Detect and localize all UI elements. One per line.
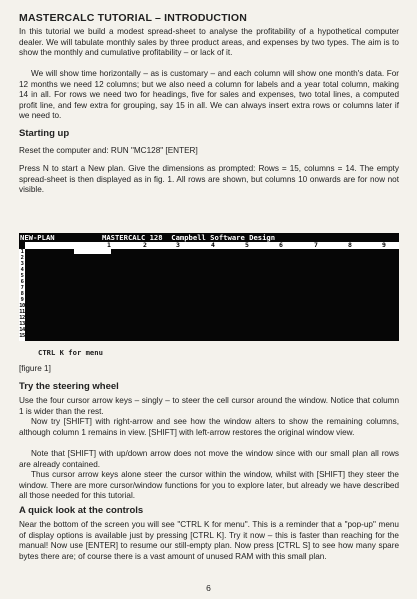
page-number: 6 (206, 583, 211, 593)
row-number: 2 (20, 255, 24, 261)
column-number: 3 (176, 241, 180, 249)
row-number: 8 (20, 291, 24, 297)
reset-instruction: Reset the computer and: RUN "MC128" [ENTER] (19, 146, 198, 155)
row-number: 7 (20, 285, 24, 291)
ctrl-k-menu-hint: CTRL K for menu (38, 348, 103, 357)
row-number: 12 (19, 315, 25, 321)
row-number: 9 (20, 297, 24, 303)
row-number: 1 (20, 249, 24, 255)
starting-paragraph: Press N to start a New plan. Give the dimensions as prompted: Rows = 15, columns = 14. The empty spread-sheet is then displayed as in fig. 1. All rows are shown, but columns 10 onwards are for now not visible. (19, 164, 399, 195)
row-number: 5 (20, 273, 24, 279)
screen-header: MASTERCALC 128 Campbell Software Design (102, 233, 276, 242)
controls-heading: A quick look at the controls (19, 505, 144, 516)
row-number: 14 (19, 327, 25, 333)
controls-paragraph: Near the bottom of the screen you will see "CTRL K for menu". This is a reminder that a "pop-up" menu of display options is available just by pressing [CTRL K]. Try it now – this is faster than reaching for the manual! Now use [ENTER] to resume our still-empty plan. Now press [CTRL S] to see how many spare bytes there are; of course there is a vast amount of unused RAM with this small plan. (19, 520, 399, 561)
row-number: 10 (19, 303, 25, 309)
intro-paragraph-1: In this tutorial we build a modest spread-sheet to analyse the profitability of a hypothetical computer dealer. We will tabulate monthly sales by three product areas, and expenses by two types. The aim is to show the monthly and cumulative profitability – or lack of it. (19, 27, 399, 58)
row-number: 13 (19, 321, 25, 327)
column-number: 4 (211, 241, 215, 249)
column-number: 1 (107, 241, 111, 249)
column-number: 7 (314, 241, 318, 249)
row-number: 11 (19, 309, 25, 315)
row-header-bar (19, 249, 25, 341)
row-number: 4 (20, 267, 24, 273)
cell-cursor (74, 249, 111, 254)
column-number: 2 (143, 241, 147, 249)
plan-label: NEW-PLAN (20, 233, 55, 242)
steering-heading: Try the steering wheel (19, 381, 119, 392)
column-number: 6 (279, 241, 283, 249)
row-number: 3 (20, 261, 24, 267)
steering-paragraph-1: Use the four cursor arrow keys – singly – to steer the cell cursor around the window. Notice that column 1 is wider than the rest. (19, 396, 399, 416)
steering-paragraph-4: Thus cursor arrow keys alone steer the cursor within the window, whilst with [SHIFT] they steer the window. There are more cursor/window functions for you to explore later, but already we have described all those needed for this tutorial. (19, 470, 399, 501)
steering-paragraph-2: Now try [SHIFT] with right-arrow and see how the window alters to show the remaining columns, although column 1 remains in view. [SHIFT] with left-arrow restores the original window view. (19, 417, 399, 437)
starting-up-heading: Starting up (19, 128, 70, 139)
steering-paragraph-3: Note that [SHIFT] with up/down arrow does not move the window since with our small plan all rows are already contained. (19, 449, 399, 469)
column-header-bar (25, 242, 399, 249)
column-number: 5 (245, 241, 249, 249)
row-number: 6 (20, 279, 24, 285)
intro-paragraph-2: We will show time horizontally – as is customary – and each column will show one month's data. For 12 months we need 12 columns; but we also need a column for labels and a year total column, making 14 in all. For rows we need two for headings, five for sales and expenses, two total lines, a computed profit line, and few extra for grouping, say 15 in all. We can always insert extra rows or columns later if we need to. (19, 69, 399, 121)
column-number: 9 (382, 241, 386, 249)
figure-caption: [figure 1] (19, 364, 51, 373)
column-number: 8 (348, 241, 352, 249)
page-title: MASTERCALC TUTORIAL – INTRODUCTION (19, 12, 248, 24)
row-number: 15 (19, 333, 25, 339)
